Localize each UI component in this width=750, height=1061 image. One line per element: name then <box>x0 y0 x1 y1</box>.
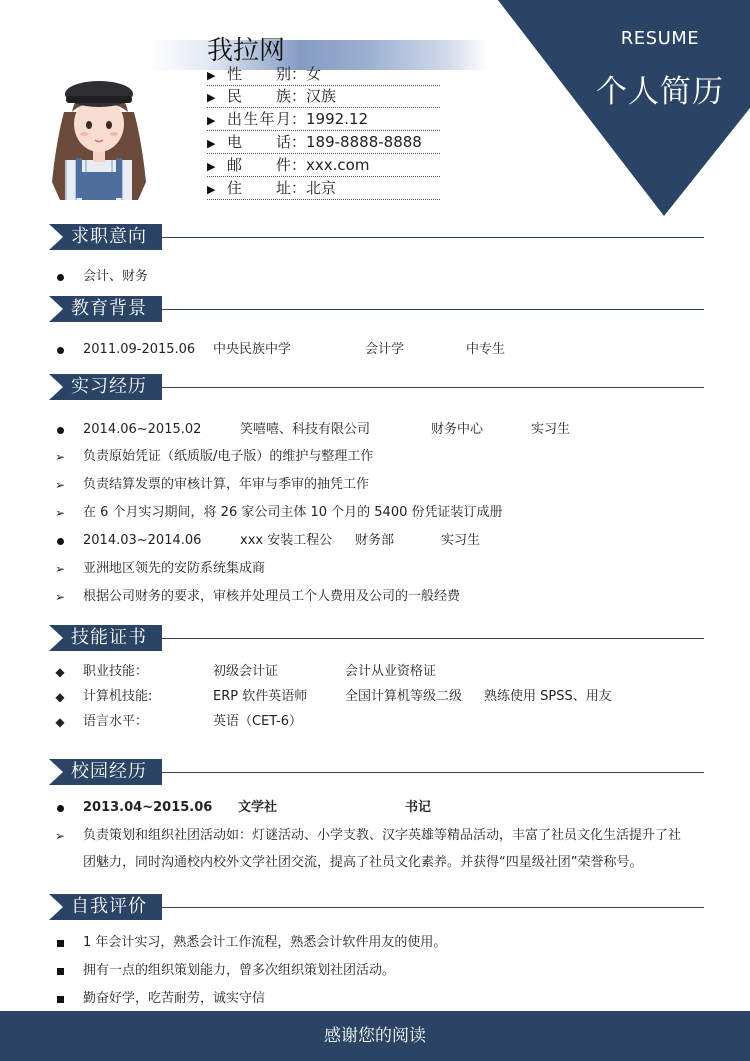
info-value: 1992.12 <box>306 110 369 128</box>
bullet-dot-icon <box>53 340 67 360</box>
info-value: 189-8888-8888 <box>306 133 422 151</box>
section-title: 自我评价 <box>71 896 147 917</box>
info-label: 邮件 <box>227 156 291 174</box>
info-label: 住址 <box>227 179 291 197</box>
info-birth: ▶ 出生年月：1992.12 <box>207 108 440 131</box>
info-label: 性别 <box>227 65 291 83</box>
resume-title: 个人简历 <box>596 74 724 110</box>
avatar <box>46 72 152 200</box>
info-phone: ▶ 电话：189-8888-8888 <box>207 131 440 154</box>
square-bullet-icon <box>53 989 67 1009</box>
section-title: 校园经历 <box>71 761 147 782</box>
section-notch <box>49 296 63 322</box>
section-rule <box>162 387 704 388</box>
list-item: ➢ 根据公司财务的要求，审核并处理员工个人费用及公司的一般经费 <box>53 587 460 607</box>
info-email: ▶ 邮件：xxx.com <box>207 154 440 177</box>
triangle-right-icon: ▶ <box>207 137 216 150</box>
info-gender: ▶ 性别：女 <box>207 63 440 86</box>
info-address: ▶ 住址：北京 <box>207 177 440 200</box>
arrow-right-icon: ➢ <box>54 590 66 604</box>
list-item: 拥有一点的组织策划能力，曾多次组织策划社团活动。 <box>53 961 395 981</box>
arrow-right-icon: ➢ <box>54 562 66 576</box>
arrow-right-icon: ➢ <box>54 450 66 464</box>
section-rule <box>162 309 704 310</box>
list-item: ➢ 负责结算发票的审核计算，年审与季审的抽凭工作 <box>53 475 369 495</box>
applicant-name: 我拉网 <box>207 36 286 66</box>
list-item: 会计、财务 <box>53 267 148 287</box>
list-item: 2013.04~2015.06 文学社 书记 <box>53 798 653 818</box>
info-value: 女 <box>306 65 322 83</box>
list-item: ◆ 计算机技能: ERP 软件英语师 全国计算机等级二级 熟练使用 SPSS、用友 <box>53 687 653 707</box>
section-title: 实习经历 <box>71 376 147 397</box>
list-item: ➢ 在 6 个月实习期间，将 26 家公司主体 10 个月的 5400 份凭证装订成册 <box>53 503 503 523</box>
list-item: ◆ 职业技能： 初级会计证 会计从业资格证 <box>53 662 653 682</box>
info-value: 汉族 <box>306 87 337 105</box>
section-title: 技能证书 <box>71 627 147 648</box>
list-item: 2014.06~2015.02 笑嘻嘻、科技有限公司 财务中心 实习生 <box>53 420 653 440</box>
list-item: 1 年会计实习，熟悉会计工作流程，熟悉会计软件用友的使用。 <box>53 933 446 953</box>
section-rule <box>162 638 704 639</box>
section-rule <box>162 237 704 238</box>
square-bullet-icon <box>53 933 67 953</box>
section-notch <box>49 625 63 651</box>
triangle-right-icon: ▶ <box>207 160 216 173</box>
list-item-continued: 团魅力，同时沟通校内校外文学社团交流，提高了社员文化素养。并获得“四星级社团”荣誉称号。 <box>83 855 643 870</box>
section-title: 教育背景 <box>71 298 147 319</box>
bullet-dot-icon <box>53 531 67 551</box>
arrow-right-icon: ➢ <box>54 829 66 843</box>
square-bullet-icon <box>53 961 67 981</box>
info-label: 民族 <box>227 87 291 105</box>
section-notch <box>49 374 63 400</box>
diamond-bullet-icon: ◆ <box>55 665 65 679</box>
section-notch <box>49 759 63 785</box>
list-item: ◆ 语言水平： 英语（CET-6） <box>53 712 653 732</box>
list-item: 2011.09-2015.06 中央民族中学 会计学 中专生 <box>53 340 653 360</box>
diamond-bullet-icon: ◆ <box>55 690 65 704</box>
diamond-bullet-icon: ◆ <box>55 715 65 729</box>
list-item: ➢ 亚洲地区领先的安防系统集成商 <box>53 559 265 579</box>
section-notch <box>49 894 63 920</box>
bullet-dot-icon <box>53 798 67 818</box>
list-item: 2014.03~2014.06 xxx 安装工程公 财务部 实习生 <box>53 531 653 551</box>
arrow-right-icon: ➢ <box>54 478 66 492</box>
section-notch <box>49 224 63 250</box>
bullet-dot-icon <box>53 267 67 287</box>
section-title: 求职意向 <box>71 226 147 247</box>
list-item: ➢ 负责策划和组织社团活动如：灯谜活动、小学支教、汉字英雄等精品活动，丰富了社员文化生活提升了社 <box>53 826 681 846</box>
info-value: 北京 <box>306 179 337 197</box>
footer-text: 感谢您的阅读 <box>324 1026 426 1046</box>
resume-word: RESUME <box>620 28 700 49</box>
info-value: xxx.com <box>306 156 370 174</box>
bullet-dot-icon <box>53 420 67 440</box>
triangle-right-icon: ▶ <box>207 69 216 82</box>
section-rule <box>162 772 704 773</box>
arrow-right-icon: ➢ <box>54 506 66 520</box>
triangle-right-icon: ▶ <box>207 183 216 196</box>
triangle-right-icon: ▶ <box>207 114 216 127</box>
list-item: 勤奋好学，吃苦耐劳，诚实守信 <box>53 989 265 1009</box>
triangle-right-icon: ▶ <box>207 91 216 104</box>
list-item: ➢ 负责原始凭证（纸质版/电子版）的维护与整理工作 <box>53 447 373 467</box>
info-label: 出生年月 <box>227 110 291 128</box>
info-label: 电话 <box>227 133 291 151</box>
info-ethnicity: ▶ 民族：汉族 <box>207 85 440 108</box>
section-rule <box>162 907 704 908</box>
